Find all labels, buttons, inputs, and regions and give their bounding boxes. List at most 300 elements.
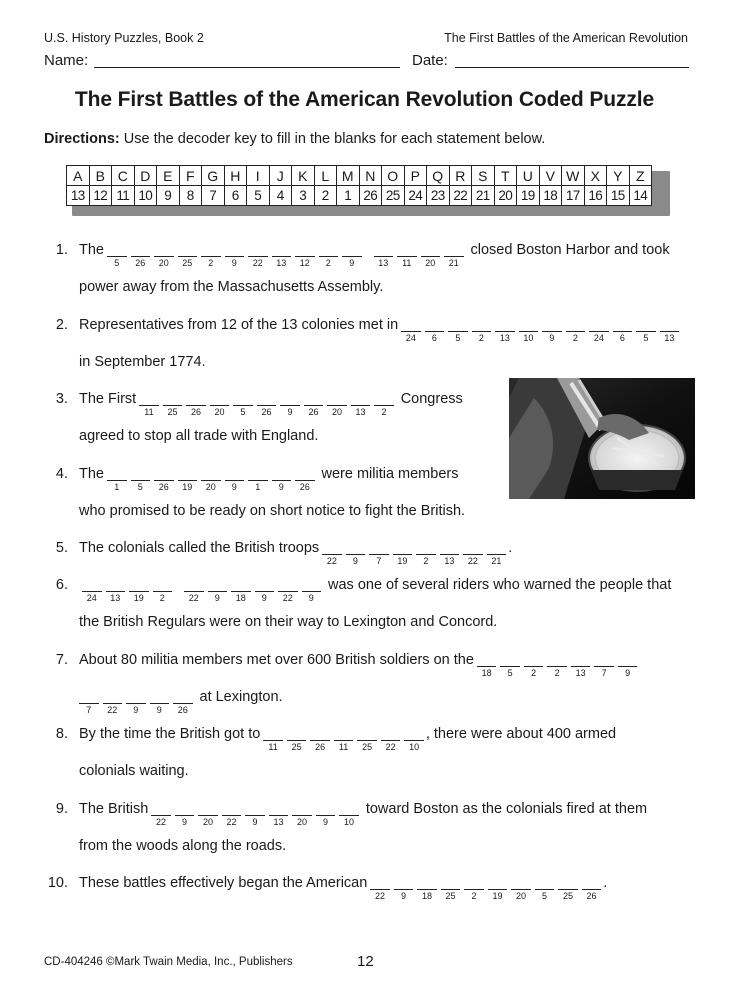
letter-blank[interactable] xyxy=(222,801,242,828)
blank-line[interactable] xyxy=(131,466,151,481)
question-number: 1. xyxy=(55,242,68,258)
letter-blank[interactable] xyxy=(487,540,507,567)
key-letter: I xyxy=(247,166,270,186)
question-text-after: . xyxy=(603,875,608,891)
letter-blank[interactable] xyxy=(582,875,602,902)
blank-line[interactable] xyxy=(198,801,218,816)
letter-blank[interactable] xyxy=(201,466,221,493)
blank-line[interactable] xyxy=(106,577,126,592)
blank-line[interactable] xyxy=(302,577,322,592)
letter-blank[interactable] xyxy=(178,242,198,269)
blank-line[interactable] xyxy=(263,726,283,741)
blank-line[interactable] xyxy=(416,540,436,555)
blank-line[interactable] xyxy=(566,317,586,332)
letter-blank[interactable] xyxy=(618,652,638,679)
letter-blank[interactable] xyxy=(397,242,417,269)
name-line[interactable] xyxy=(94,67,400,68)
letter-blank[interactable] xyxy=(464,875,484,902)
blank-line[interactable] xyxy=(272,242,292,257)
letter-code: 5 xyxy=(240,407,246,417)
key-letter: R xyxy=(449,166,472,186)
letter-blank[interactable] xyxy=(393,540,413,567)
blank-line[interactable] xyxy=(255,577,275,592)
letter-blank[interactable] xyxy=(153,577,173,604)
letter-blank[interactable] xyxy=(79,689,99,716)
blank-line[interactable] xyxy=(178,466,198,481)
blank-line[interactable] xyxy=(374,242,394,257)
letter-blank[interactable] xyxy=(245,801,265,828)
letter-blank[interactable] xyxy=(463,540,483,567)
blank-line[interactable] xyxy=(495,317,515,332)
letter-blank[interactable] xyxy=(441,875,461,902)
blank-line[interactable] xyxy=(319,242,339,257)
letter-blank[interactable] xyxy=(163,391,183,418)
letter-blank[interactable] xyxy=(357,726,377,753)
blank-line[interactable] xyxy=(184,577,204,592)
blank-line[interactable] xyxy=(272,466,292,481)
letter-code: 9 xyxy=(156,705,162,715)
coded-answer xyxy=(107,242,468,269)
blank-line[interactable] xyxy=(201,466,221,481)
chapter-title: The First Battles of the American Revolution xyxy=(444,31,688,45)
blank-line[interactable] xyxy=(472,317,492,332)
key-number: 18 xyxy=(539,186,562,206)
letter-blank[interactable] xyxy=(272,466,292,493)
coded-answer xyxy=(263,726,428,753)
question-text-after: . xyxy=(508,540,513,556)
letter-blank[interactable] xyxy=(374,242,394,269)
blank-line[interactable] xyxy=(292,801,312,816)
letter-blank[interactable] xyxy=(500,652,520,679)
letter-code: 11 xyxy=(338,742,349,752)
letter-code: 13 xyxy=(273,817,284,827)
blank-line[interactable] xyxy=(441,875,461,890)
blank-line[interactable] xyxy=(542,317,562,332)
blank-line[interactable] xyxy=(594,652,614,667)
letter-blank[interactable] xyxy=(151,801,171,828)
letter-code: 19 xyxy=(133,593,144,603)
blank-line[interactable] xyxy=(334,726,354,741)
blank-line[interactable] xyxy=(369,540,389,555)
blank-line[interactable] xyxy=(440,540,460,555)
letter-blank[interactable] xyxy=(210,391,230,418)
letter-code: 5 xyxy=(507,668,513,678)
coded-answer xyxy=(82,577,325,604)
blank-line[interactable] xyxy=(342,242,362,257)
key-letter: W xyxy=(562,166,585,186)
letter-code: 11 xyxy=(268,742,278,752)
blank-line[interactable] xyxy=(126,689,146,704)
letter-blank[interactable] xyxy=(558,875,578,902)
letter-blank[interactable] xyxy=(201,242,221,269)
letter-code: 9 xyxy=(287,407,293,417)
blank-line[interactable] xyxy=(322,540,342,555)
letter-code: 5 xyxy=(114,258,120,268)
letter-blank[interactable] xyxy=(566,317,586,344)
letter-code: 6 xyxy=(619,333,625,343)
letter-code: 26 xyxy=(315,742,326,752)
key-number: 24 xyxy=(404,186,427,206)
question-continuation: the British Regulars were on their way to Lexington and Concord. xyxy=(79,614,498,630)
letter-blank[interactable] xyxy=(339,801,359,828)
letter-blank[interactable] xyxy=(82,577,102,604)
letter-blank[interactable] xyxy=(231,577,251,604)
letter-blank[interactable] xyxy=(173,689,193,716)
blank-line[interactable] xyxy=(287,726,307,741)
blank-line[interactable] xyxy=(558,875,578,890)
blank-line[interactable] xyxy=(401,317,421,332)
blank-line[interactable] xyxy=(154,242,174,257)
blank-line[interactable] xyxy=(304,391,324,406)
letter-blank[interactable] xyxy=(280,391,300,418)
blank-line[interactable] xyxy=(444,242,464,257)
letter-code: 13 xyxy=(110,593,121,603)
letter-code: 13 xyxy=(575,668,586,678)
letter-blank[interactable] xyxy=(263,726,283,753)
letter-blank[interactable] xyxy=(542,317,562,344)
letter-blank[interactable] xyxy=(107,242,127,269)
blank-line[interactable] xyxy=(233,391,253,406)
letter-blank[interactable] xyxy=(302,577,322,604)
blank-line[interactable] xyxy=(464,875,484,890)
key-number: 11 xyxy=(112,186,135,206)
letter-blank[interactable] xyxy=(346,540,366,567)
key-number: 26 xyxy=(359,186,382,206)
key-letter: F xyxy=(179,166,202,186)
letter-blank[interactable] xyxy=(613,317,633,344)
blank-line[interactable] xyxy=(225,242,245,257)
letter-blank[interactable] xyxy=(404,726,424,753)
blank-line[interactable] xyxy=(178,242,198,257)
letter-blank[interactable] xyxy=(131,242,151,269)
letter-code: 9 xyxy=(182,817,188,827)
letter-blank[interactable] xyxy=(304,391,324,418)
blank-line[interactable] xyxy=(131,242,151,257)
letter-blank[interactable] xyxy=(292,801,312,828)
letter-blank[interactable] xyxy=(351,391,371,418)
blank-line[interactable] xyxy=(163,391,183,406)
blank-line[interactable] xyxy=(269,801,289,816)
letter-blank[interactable] xyxy=(248,242,268,269)
blank-line[interactable] xyxy=(618,652,638,667)
blank-line[interactable] xyxy=(210,391,230,406)
letter-code: 20 xyxy=(425,258,436,268)
directions xyxy=(44,131,545,147)
date-line[interactable] xyxy=(455,67,689,68)
letter-blank[interactable] xyxy=(571,652,591,679)
blank-line[interactable] xyxy=(370,875,390,890)
blank-line[interactable] xyxy=(519,317,539,332)
letter-blank[interactable] xyxy=(660,317,680,344)
letter-code: 19 xyxy=(397,556,408,566)
letter-code: 22 xyxy=(107,705,118,715)
drummer-photo xyxy=(509,378,695,499)
key-letter: U xyxy=(517,166,540,186)
blank-line[interactable] xyxy=(463,540,483,555)
letter-code: 22 xyxy=(326,556,337,566)
letter-code: 9 xyxy=(323,817,329,827)
letter-blank[interactable] xyxy=(342,242,362,269)
blank-line[interactable] xyxy=(82,577,102,592)
question-continuation: power away from the Massachusetts Assembly. xyxy=(79,279,384,295)
blank-line[interactable] xyxy=(487,540,507,555)
letter-blank[interactable] xyxy=(233,391,253,418)
letter-code: 26 xyxy=(308,407,319,417)
blank-line[interactable] xyxy=(351,391,371,406)
letter-blank[interactable] xyxy=(488,875,508,902)
letter-code: 26 xyxy=(190,407,201,417)
coded-answer xyxy=(370,875,608,902)
letter-blank[interactable] xyxy=(269,801,289,828)
blank-line[interactable] xyxy=(208,577,228,592)
coded-answer xyxy=(322,540,513,567)
decoder-numbers-row xyxy=(67,186,652,206)
question-continuation: who promised to be ready on short notice to fight the British. xyxy=(79,503,466,519)
letter-blank[interactable] xyxy=(154,242,174,269)
letter-blank[interactable] xyxy=(295,466,315,493)
blank-line[interactable] xyxy=(571,652,591,667)
blank-line[interactable] xyxy=(393,540,413,555)
blank-line[interactable] xyxy=(278,577,298,592)
letter-blank[interactable] xyxy=(511,875,531,902)
letter-blank[interactable] xyxy=(126,689,146,716)
blank-line[interactable] xyxy=(295,466,315,481)
letter-code: 24 xyxy=(86,593,97,603)
letter-code: 12 xyxy=(299,258,310,268)
blank-line[interactable] xyxy=(222,801,242,816)
blank-line[interactable] xyxy=(151,801,171,816)
letter-code: 13 xyxy=(378,258,389,268)
blank-line[interactable] xyxy=(175,801,195,816)
blank-line[interactable] xyxy=(417,875,437,890)
letter-blank[interactable] xyxy=(186,391,206,418)
blank-line[interactable] xyxy=(421,242,441,257)
letter-code: 20 xyxy=(331,407,342,417)
letter-blank[interactable] xyxy=(257,391,277,418)
letter-blank[interactable] xyxy=(255,577,275,604)
letter-code: 22 xyxy=(156,817,167,827)
letter-blank[interactable] xyxy=(636,317,656,344)
blank-line[interactable] xyxy=(448,317,468,332)
letter-blank[interactable] xyxy=(519,317,539,344)
blank-line[interactable] xyxy=(535,875,555,890)
blank-line[interactable] xyxy=(107,466,127,481)
letter-blank[interactable] xyxy=(448,317,468,344)
blank-line[interactable] xyxy=(397,242,417,257)
letter-code: 26 xyxy=(177,705,188,715)
letter-blank[interactable] xyxy=(150,689,170,716)
directions-label: Directions: xyxy=(44,131,120,147)
key-number: 25 xyxy=(382,186,405,206)
blank-line[interactable] xyxy=(425,317,445,332)
key-number: 1 xyxy=(337,186,360,206)
letter-blank[interactable] xyxy=(319,242,339,269)
letter-blank[interactable] xyxy=(440,540,460,567)
key-letter: E xyxy=(157,166,180,186)
letter-blank[interactable] xyxy=(184,577,204,604)
letter-blank[interactable] xyxy=(381,726,401,753)
letter-blank[interactable] xyxy=(535,875,555,902)
key-number: 13 xyxy=(67,186,90,206)
blank-line[interactable] xyxy=(477,652,497,667)
question-text-before: The First xyxy=(79,391,137,407)
letter-code: 25 xyxy=(167,407,178,417)
question-text-after: closed Boston Harbor and took xyxy=(470,242,670,258)
question-continuation: in September 1774. xyxy=(79,354,206,370)
letter-blank[interactable] xyxy=(334,726,354,753)
letter-blank[interactable] xyxy=(248,466,268,493)
letter-blank[interactable] xyxy=(401,317,421,344)
blank-line[interactable] xyxy=(636,317,656,332)
blank-line[interactable] xyxy=(488,875,508,890)
blank-line[interactable] xyxy=(404,726,424,741)
letter-blank[interactable] xyxy=(295,242,315,269)
letter-blank[interactable] xyxy=(421,242,441,269)
letter-blank[interactable] xyxy=(369,540,389,567)
letter-blank[interactable] xyxy=(139,391,159,418)
blank-line[interactable] xyxy=(374,391,394,406)
letter-blank[interactable] xyxy=(154,466,174,493)
blank-line[interactable] xyxy=(310,726,330,741)
key-letter: L xyxy=(314,166,337,186)
letter-blank[interactable] xyxy=(589,317,609,344)
letter-code: 10 xyxy=(344,817,355,827)
blank-line[interactable] xyxy=(295,242,315,257)
blank-line[interactable] xyxy=(511,875,531,890)
blank-line[interactable] xyxy=(245,801,265,816)
blank-line[interactable] xyxy=(524,652,544,667)
letter-code: 13 xyxy=(444,556,455,566)
blank-line[interactable] xyxy=(346,540,366,555)
letter-blank[interactable] xyxy=(370,875,390,902)
letter-blank[interactable] xyxy=(416,540,436,567)
letter-code: 2 xyxy=(208,258,214,268)
blank-line[interactable] xyxy=(394,875,414,890)
blank-line[interactable] xyxy=(589,317,609,332)
key-letter: M xyxy=(337,166,360,186)
key-letter: Z xyxy=(629,166,652,186)
letter-code: 5 xyxy=(643,333,649,343)
letter-blank[interactable] xyxy=(524,652,544,679)
question-text xyxy=(79,875,607,902)
blank-line[interactable] xyxy=(660,317,680,332)
question-continuation: colonials waiting. xyxy=(79,763,189,779)
letter-blank[interactable] xyxy=(327,391,347,418)
letter-blank[interactable] xyxy=(175,801,195,828)
letter-code: 22 xyxy=(282,593,293,603)
letter-blank[interactable] xyxy=(272,242,292,269)
letter-blank[interactable] xyxy=(131,466,151,493)
blank-line[interactable] xyxy=(150,689,170,704)
blank-line[interactable] xyxy=(613,317,633,332)
question-text xyxy=(79,466,458,493)
letter-blank[interactable] xyxy=(322,540,342,567)
letter-blank[interactable] xyxy=(107,466,127,493)
blank-line[interactable] xyxy=(201,242,221,257)
letter-code: 9 xyxy=(214,593,220,603)
blank-line[interactable] xyxy=(248,242,268,257)
letter-blank[interactable] xyxy=(178,466,198,493)
blank-line[interactable] xyxy=(327,391,347,406)
directions-text: Use the decoder key to fill in the blanks for each statement below. xyxy=(119,131,546,147)
question-text-after: Congress xyxy=(400,391,463,407)
key-letter: A xyxy=(67,166,90,186)
question-continuation: from the woods along the roads. xyxy=(79,838,287,854)
question-text-before: About 80 militia members met over 600 British soldiers on the xyxy=(79,652,474,668)
letter-code: 6 xyxy=(431,333,437,343)
letter-code: 1 xyxy=(114,482,120,492)
letter-code: 10 xyxy=(523,333,534,343)
blank-line[interactable] xyxy=(225,466,245,481)
blank-line[interactable] xyxy=(186,391,206,406)
blank-line[interactable] xyxy=(257,391,277,406)
letter-blank[interactable] xyxy=(106,577,126,604)
letter-blank[interactable] xyxy=(444,242,464,269)
blank-line[interactable] xyxy=(316,801,336,816)
blank-line[interactable] xyxy=(129,577,149,592)
letter-blank[interactable] xyxy=(495,317,515,344)
blank-line[interactable] xyxy=(547,652,567,667)
letter-blank[interactable] xyxy=(198,801,218,828)
letter-code: 25 xyxy=(291,742,302,752)
letter-blank[interactable] xyxy=(208,577,228,604)
letter-blank[interactable] xyxy=(310,726,330,753)
key-number: 2 xyxy=(314,186,337,206)
blank-line[interactable] xyxy=(582,875,602,890)
letter-blank[interactable] xyxy=(225,466,245,493)
question-number: 2. xyxy=(55,317,68,333)
letter-blank[interactable] xyxy=(547,652,567,679)
key-letter: C xyxy=(112,166,135,186)
blank-line[interactable] xyxy=(500,652,520,667)
blank-line[interactable] xyxy=(248,466,268,481)
blank-line[interactable] xyxy=(103,689,123,704)
letter-code: 26 xyxy=(586,891,597,901)
letter-code: 26 xyxy=(261,407,272,417)
blank-line[interactable] xyxy=(173,689,193,704)
letter-blank[interactable] xyxy=(425,317,445,344)
letter-blank[interactable] xyxy=(394,875,414,902)
blank-line[interactable] xyxy=(231,577,251,592)
letter-blank[interactable] xyxy=(417,875,437,902)
question-text-before: By the time the British got to xyxy=(79,726,261,742)
letter-blank[interactable] xyxy=(287,726,307,753)
blank-line[interactable] xyxy=(79,689,99,704)
blank-line[interactable] xyxy=(280,391,300,406)
letter-code: 21 xyxy=(448,258,459,268)
letter-blank[interactable] xyxy=(374,391,394,418)
letter-blank[interactable] xyxy=(472,317,492,344)
blank-line[interactable] xyxy=(339,801,359,816)
letter-blank[interactable] xyxy=(594,652,614,679)
blank-line[interactable] xyxy=(153,577,173,592)
letter-blank[interactable] xyxy=(477,652,497,679)
key-letter: K xyxy=(292,166,315,186)
letter-code: 20 xyxy=(516,891,527,901)
coded-answer xyxy=(477,652,642,679)
blank-line[interactable] xyxy=(139,391,159,406)
blank-line[interactable] xyxy=(107,242,127,257)
letter-blank[interactable] xyxy=(103,689,123,716)
letter-blank[interactable] xyxy=(316,801,336,828)
letter-blank[interactable] xyxy=(129,577,149,604)
letter-blank[interactable] xyxy=(278,577,298,604)
key-number: 16 xyxy=(584,186,607,206)
blank-line[interactable] xyxy=(154,466,174,481)
letter-blank[interactable] xyxy=(225,242,245,269)
blank-line[interactable] xyxy=(381,726,401,741)
blank-line[interactable] xyxy=(357,726,377,741)
